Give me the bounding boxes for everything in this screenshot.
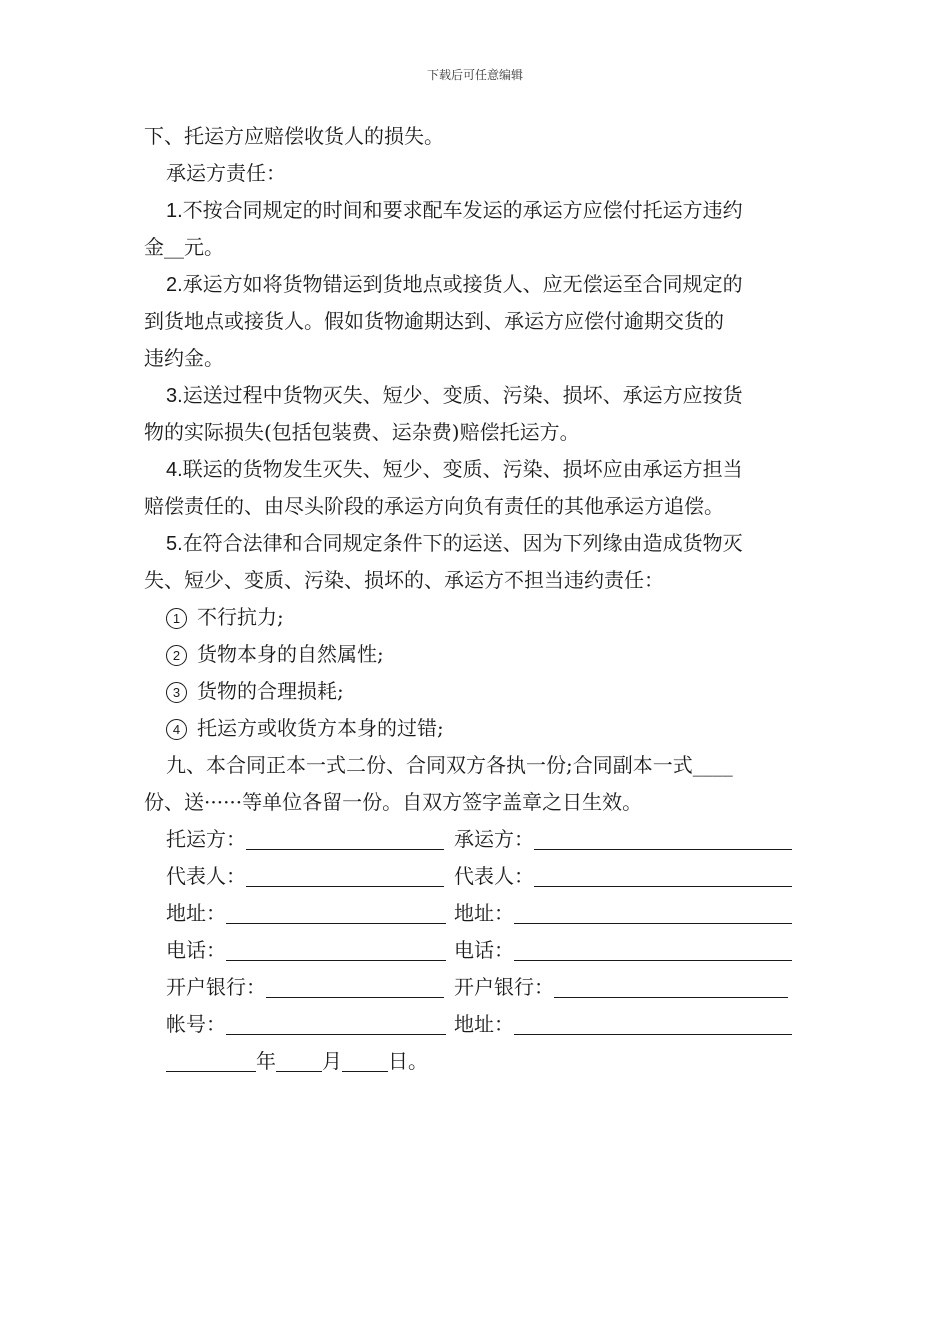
signature-row-address	[144, 895, 810, 932]
clause-number: 1.	[166, 200, 183, 222]
clause-3-line-2: 物的实际损失(包括包装费、运杂费)赔偿托运方。	[144, 420, 580, 444]
signature-blank[interactable]	[554, 973, 788, 998]
signature-blank[interactable]	[514, 899, 792, 924]
clause-number: 3.	[166, 385, 183, 407]
sub-item-3	[144, 673, 810, 710]
clause-text: 不按合同规定的时间和要求配车发运的承运方应偿付托运方违约	[182, 198, 743, 222]
circled-number-icon: 2	[166, 645, 187, 666]
signature-row-account	[144, 1006, 810, 1043]
clause-5-line-2: 失、短少、变质、污染、损坏的、承运方不担当违约责任：	[144, 568, 664, 592]
signature-blank[interactable]	[226, 1010, 446, 1035]
date-line	[144, 1043, 810, 1080]
month-label: 月	[322, 1049, 342, 1073]
signature-label: 托运方：	[166, 827, 246, 851]
clause-nine-line-1: 九、本合同正本一式二份、合同双方各执一份;合同副本一式____	[166, 753, 733, 777]
signature-row-bank	[144, 969, 810, 1006]
sub-item-2	[144, 636, 810, 673]
signature-blank[interactable]	[534, 825, 792, 850]
signature-label: 电话：	[166, 938, 226, 962]
signature-blank[interactable]	[226, 936, 446, 961]
clause-nine-line-2: 份、送······等单位各留一份。自双方签字盖章之日生效。	[144, 790, 643, 814]
month-blank[interactable]	[276, 1047, 322, 1072]
signature-blank[interactable]	[246, 825, 444, 850]
year-blank[interactable]	[166, 1047, 256, 1072]
signature-label: 开户银行：	[166, 975, 266, 999]
circled-number-icon: 4	[166, 719, 187, 740]
clause-2-line-2: 到货地点或接货人。假如货物逾期达到、承运方应偿付逾期交货的	[144, 309, 724, 333]
signature-label: 电话：	[454, 938, 514, 962]
signature-label: 地址：	[166, 901, 226, 925]
clause-1-line-1	[144, 192, 810, 229]
clause-text: 承运方如将货物错运到货地点或接货人、应无偿运至合同规定的	[182, 272, 743, 296]
clause-number: 5.	[166, 533, 183, 555]
circled-number-icon: 1	[166, 608, 187, 629]
contract-body	[144, 118, 810, 1080]
clause-number: 2.	[166, 274, 183, 296]
signature-blank[interactable]	[534, 862, 792, 887]
sub-item-text: 不行抗力;	[197, 605, 284, 629]
year-label: 年	[256, 1049, 276, 1073]
clause-text: 在符合法律和合同规定条件下的运送、因为下列缘由造成货物灭	[182, 531, 743, 555]
sub-item-text: 货物本身的自然属性;	[197, 642, 384, 666]
sub-item-text: 托运方或收货方本身的过错;	[197, 716, 444, 740]
sub-item-text: 货物的合理损耗;	[197, 679, 344, 703]
signature-row-representative	[144, 858, 810, 895]
circled-number-icon: 3	[166, 682, 187, 703]
clause-2-line-1	[144, 266, 810, 303]
signature-blank[interactable]	[514, 936, 792, 961]
signature-label: 地址：	[454, 1012, 514, 1036]
day-blank[interactable]	[342, 1047, 388, 1072]
signature-label: 开户银行：	[454, 975, 554, 999]
signature-label: 地址：	[454, 901, 514, 925]
signature-label: 代表人：	[454, 864, 534, 888]
signature-blank[interactable]	[226, 899, 446, 924]
signature-label: 帐号：	[166, 1012, 226, 1036]
clause-4-line-1	[144, 451, 810, 488]
signature-blank[interactable]	[514, 1010, 792, 1035]
signature-blank[interactable]	[266, 973, 444, 998]
clause-text: 联运的货物发生灭失、短少、变质、污染、损坏应由承运方担当	[182, 457, 743, 481]
sub-item-1	[144, 599, 810, 636]
signature-row-party	[144, 821, 810, 858]
day-label: 日。	[388, 1049, 428, 1073]
clause-text: 运送过程中货物灭失、短少、变质、污染、损坏、承运方应按货	[182, 383, 743, 407]
signature-row-phone	[144, 932, 810, 969]
section-heading: 承运方责任：	[166, 161, 286, 185]
sub-item-4	[144, 710, 810, 747]
clause-1-line-2: 金__元。	[144, 235, 224, 259]
signature-label: 代表人：	[166, 864, 246, 888]
clause-5-line-1	[144, 525, 810, 562]
clause-2-line-3: 违约金。	[144, 346, 224, 370]
paragraph-line: 下、托运方应赔偿收货人的损失。	[144, 124, 444, 148]
clause-4-line-2: 赔偿责任的、由尽头阶段的承运方向负有责任的其他承运方追偿。	[144, 494, 724, 518]
signature-blank[interactable]	[246, 862, 444, 887]
signature-label: 承运方：	[454, 827, 534, 851]
clause-3-line-1	[144, 377, 810, 414]
page-header-note: 下载后可任意编辑	[426, 68, 523, 82]
clause-number: 4.	[166, 459, 183, 481]
